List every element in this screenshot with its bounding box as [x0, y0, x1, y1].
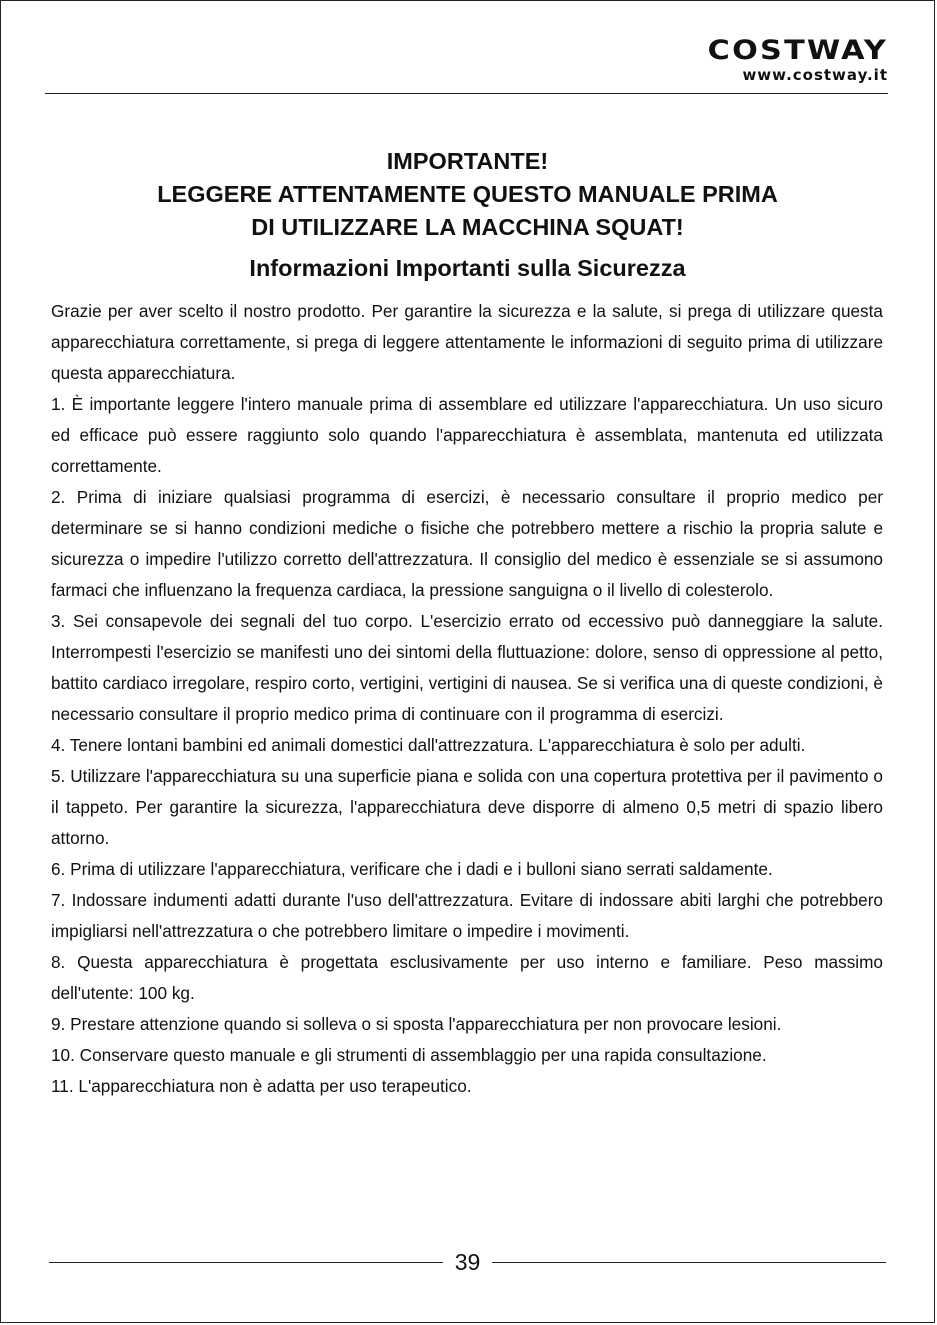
instruction-11: 11. L'apparecchiatura non è adatta per uso terapeutico. — [51, 1076, 472, 1096]
instruction-5: 5. Utilizzare l'apparecchiatura su una superficie piana e solida con una copertura protettiva per il pavimento o il tappeto. Per garantire la sicurezza, l'apparecchiatura deve disporre di almeno 0,5 metri di spazio libero attorno. — [51, 766, 883, 848]
footer-rule-right — [492, 1262, 886, 1263]
page-number: 39 — [454, 1248, 481, 1275]
heading-line-2: LEGGERE ATTENTAMENTE QUESTO MANUALE PRIMA — [157, 181, 778, 207]
page-footer — [49, 1247, 886, 1277]
warning-heading — [1, 145, 934, 244]
instruction-4: 4. Tenere lontani bambini ed animali domestici dall'attrezzatura. L'apparecchiatura è solo per adulti. — [51, 735, 806, 755]
instruction-6: 6. Prima di utilizzare l'apparecchiatura, verificare che i dadi e i bulloni siano serrati saldamente. — [51, 859, 773, 879]
heading-line-1: IMPORTANTE! — [386, 148, 549, 174]
safety-instructions — [51, 296, 883, 1102]
heading-line-3: DI UTILIZZARE LA MACCHINA SQUAT! — [251, 214, 684, 240]
instruction-8: 8. Questa apparecchiatura è progettata esclusivamente per uso interno e familiare. Peso massimo dell'utente: 100 kg. — [51, 952, 883, 1003]
brand-name: COSTWAY — [707, 35, 888, 66]
instruction-10: 10. Conservare questo manuale e gli strumenti di assemblaggio per una rapida consultazione. — [51, 1045, 767, 1065]
section-title: Informazioni Importanti sulla Sicurezza — [249, 255, 686, 281]
instruction-7: 7. Indossare indumenti adatti durante l'uso dell'attrezzatura. Evitare di indossare abiti larghi che potrebbero impigliarsi nell'attrezzatura o che potrebbero limitare o impedire i movimenti. — [51, 890, 883, 941]
instruction-2: 2. Prima di iniziare qualsiasi programma di esercizi, è necessario consultare il proprio medico per determinare se si hanno condizioni mediche o fisiche che potrebbero mettere a rischio la propria salute e sicurezza o impedire l'utilizzo corretto dell'attrezzatura. Il consiglio del medico è essenziale se si assumono farmaci che influenzano la frequenza cardiaca, la pressione sanguigna o il livello di colesterolo. — [51, 487, 883, 600]
intro-paragraph: Grazie per aver scelto il nostro prodotto. Per garantire la sicurezza e la salute, si prega di utilizzare questa apparecchiatura correttamente, si prega di leggere attentamente le informazioni di seguito prima di utilizzare questa apparecchiatura. — [51, 301, 883, 383]
instruction-3: 3. Sei consapevole dei segnali del tuo corpo. L'esercizio errato od eccessivo può danneggiare la salute. Interrompesti l'esercizio se manifesti uno dei sintomi della fluttuazione: dolore, senso di oppressione al petto, battito cardiaco irregolare, respiro corto, vertigini, vertigini di nausea. Se si verifica una di queste condizioni, è necessario consultare il proprio medico prima di continuare con il programma di esercizi. — [51, 611, 883, 724]
brand-url: www.costway.it — [742, 66, 888, 84]
instruction-9: 9. Prestare attenzione quando si solleva o si sposta l'apparecchiatura per non provocare lesioni. — [51, 1014, 782, 1034]
header-divider — [45, 93, 888, 94]
instruction-1: 1. È importante leggere l'intero manuale prima di assemblare ed utilizzare l'apparecchiatura. Un uso sicuro ed efficace può essere raggiunto solo quando l'apparecchiatura è assemblata, mantenuta ed utilizzata correttamente. — [51, 394, 883, 476]
footer-rule-left — [49, 1262, 443, 1263]
brand-logo — [707, 35, 888, 85]
